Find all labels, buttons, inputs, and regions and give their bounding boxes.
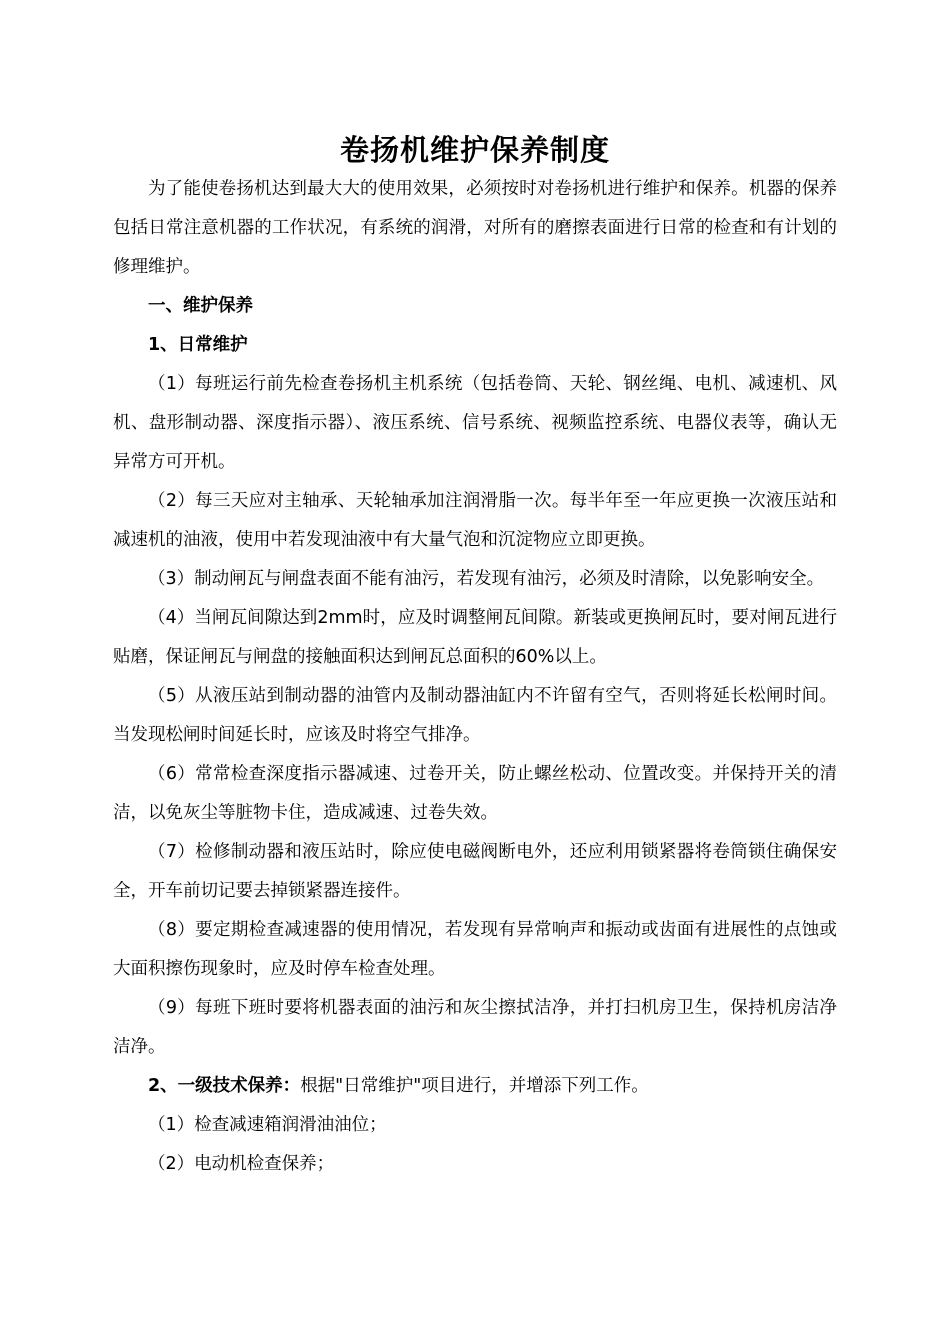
daily-item-1: （1）每班运行前先检查卷扬机主机系统（包括卷筒、天轮、钢丝绳、电机、减速机、风机、盘形制动器、深度指示器）、液压系统、信号系统、视频监控系统、电器仪表等，确认无异常方可开机。 — [113, 374, 837, 472]
subsection-level1-paragraph — [113, 1067, 837, 1106]
daily-item-6: （6）常常检查深度指示器减速、过卷开关，防止螺丝松动、位置改变。并保持开关的清洁，以免灰尘等脏物卡住，造成减速、过卷失效。 — [113, 764, 837, 823]
daily-item-9: （9）每班下班时要将机器表面的油污和灰尘擦拭洁净，并打扫机房卫生，保持机房洁净洁净。 — [113, 998, 837, 1057]
daily-item-3: （3）制动闸瓦与闸盘表面不能有油污，若发现有油污，必须及时清除，以免影响安全。 — [148, 569, 825, 589]
daily-item-2: （2）每三天应对主轴承、天轮轴承加注润滑脂一次。每半年至一年应更换一次液压站和减速机的油液，使用中若发现油液中有大量气泡和沉淀物应立即更换。 — [113, 491, 837, 550]
daily-item-5: （5）从液压站到制动器的油管内及制动器油缸内不许留有空气，否则将延长松闸时间。当发现松闸时间延长时，应该及时将空气排净。 — [113, 686, 837, 745]
section-heading-maintenance: 一、维护保养 — [148, 296, 253, 316]
daily-item-7: （7）检修制动器和液压站时，除应使电磁阀断电外，还应利用锁紧器将卷筒锁住确保安全，开车前切记要去掉锁紧器连接件。 — [113, 842, 837, 901]
subsection-heading-level1: 2、一级技术保养： — [148, 1076, 301, 1096]
daily-item-8: （8）要定期检查减速器的使用情况，若发现有异常响声和振动或齿面有进展性的点蚀或大面积擦伤现象时，应及时停车检查处理。 — [113, 920, 837, 979]
subsection-level1-text: 根据"日常维护"项目进行，并增添下列工作。 — [300, 1076, 649, 1096]
level1-item-1: （1）检查减速箱润滑油油位； — [148, 1115, 387, 1135]
subsection-heading-daily: 1、日常维护 — [148, 335, 248, 355]
level1-item-2: （2）电动机检查保养； — [148, 1154, 335, 1174]
daily-item-4: （4）当闸瓦间隙达到2mm时，应及时调整闸瓦间隙。新装或更换闸瓦时，要对闸瓦进行贴磨，保证闸瓦与闸盘的接触面积达到闸瓦总面积的60%以上。 — [113, 608, 837, 667]
document-body — [113, 170, 837, 1184]
document-title: 卷扬机维护保养制度 — [339, 133, 610, 167]
intro-paragraph: 为了能使卷扬机达到最大大的使用效果，必须按时对卷扬机进行维护和保养。机器的保养包括日常注意机器的工作状况，有系统的润滑，对所有的磨擦表面进行日常的检查和有计划的修理维护。 — [113, 179, 837, 277]
